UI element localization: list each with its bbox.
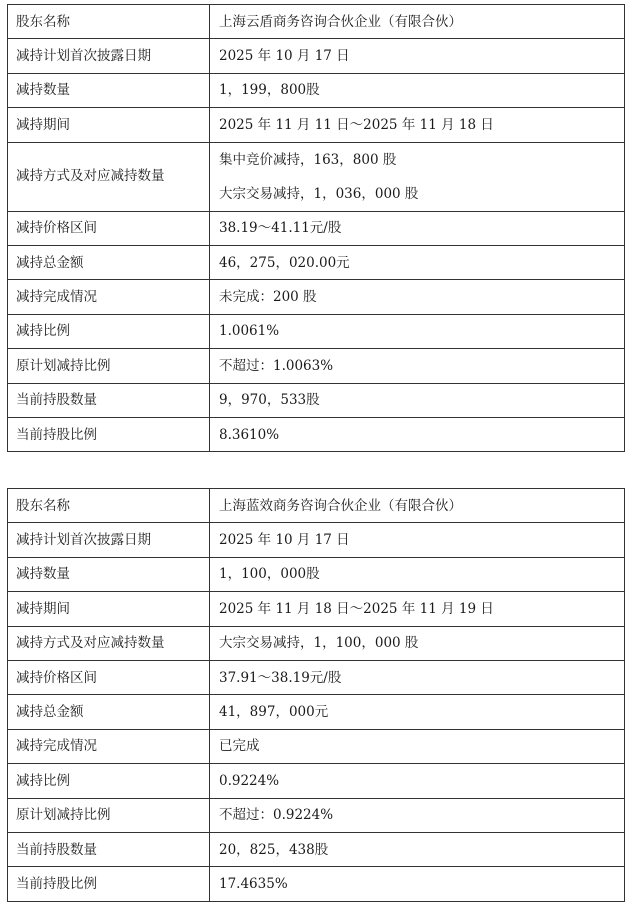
field-value: 1，100，000股 xyxy=(210,557,625,591)
table-row xyxy=(8,626,625,660)
field-label: 减持期间 xyxy=(8,592,210,626)
field-value: 未完成：200 股 xyxy=(210,280,625,314)
table-row xyxy=(8,5,625,39)
field-value: 上海云盾商务咨询合伙企业（有限合伙） xyxy=(210,5,625,39)
table-row xyxy=(8,729,625,763)
reduction-method-line: 大宗交易减持，1，036，000 股 xyxy=(219,185,419,202)
field-label: 减持比例 xyxy=(8,764,210,798)
shareholder-reduction-table-2 xyxy=(7,488,625,902)
field-value: 2025 年 10 月 17 日 xyxy=(210,39,625,73)
field-label: 减持总金额 xyxy=(8,695,210,729)
field-label: 减持方式及对应减持数量 xyxy=(8,626,210,660)
field-value: 0.9224% xyxy=(210,764,625,798)
table-row xyxy=(8,39,625,73)
field-label: 减持数量 xyxy=(8,557,210,591)
field-value: 38.19～41.11元/股 xyxy=(210,211,625,245)
field-value: 2025 年 11 月 11 日～2025 年 11 月 18 日 xyxy=(210,108,625,142)
field-value: 1，199，800股 xyxy=(210,73,625,107)
table-row xyxy=(8,417,625,451)
table-row xyxy=(8,489,625,523)
field-value: 已完成 xyxy=(210,729,625,763)
field-label: 当前持股数量 xyxy=(8,832,210,866)
table-row xyxy=(8,314,625,348)
table-row xyxy=(8,383,625,417)
field-value: 41，897，000元 xyxy=(210,695,625,729)
shareholder-reduction-table-1 xyxy=(7,4,625,452)
table-row xyxy=(8,73,625,107)
table-row xyxy=(8,523,625,557)
field-value: 大宗交易减持，1，100，000 股 xyxy=(210,626,625,660)
field-value: 37.91～38.19元/股 xyxy=(210,660,625,694)
field-label: 减持比例 xyxy=(8,314,210,348)
field-value: 2025 年 10 月 17 日 xyxy=(210,523,625,557)
table-row xyxy=(8,245,625,279)
field-label: 减持完成情况 xyxy=(8,280,210,314)
table-row xyxy=(8,764,625,798)
field-value: 17.4635% xyxy=(210,867,625,901)
table-row xyxy=(8,108,625,142)
field-value-multiline xyxy=(210,142,625,211)
field-value: 不超过：0.9224% xyxy=(210,798,625,832)
field-label: 原计划减持比例 xyxy=(8,798,210,832)
field-label: 当前持股数量 xyxy=(8,383,210,417)
field-label: 减持数量 xyxy=(8,73,210,107)
field-value: 不超过：1.0063% xyxy=(210,349,625,383)
field-label: 减持价格区间 xyxy=(8,211,210,245)
field-label: 当前持股比例 xyxy=(8,867,210,901)
table-row xyxy=(8,349,625,383)
field-value: 9，970，533股 xyxy=(210,383,625,417)
table-row xyxy=(8,142,625,211)
table-row xyxy=(8,557,625,591)
field-label: 股东名称 xyxy=(8,5,210,39)
reduction-method-line: 集中竞价减持，163，800 股 xyxy=(219,151,397,168)
field-label: 当前持股比例 xyxy=(8,417,210,451)
table-row xyxy=(8,832,625,866)
field-value: 上海蓝效商务咨询合伙企业（有限合伙） xyxy=(210,489,625,523)
field-value: 2025 年 11 月 18 日～2025 年 11 月 19 日 xyxy=(210,592,625,626)
field-label: 减持方式及对应减持数量 xyxy=(8,142,210,211)
field-value: 46，275，020.00元 xyxy=(210,245,625,279)
table-row xyxy=(8,695,625,729)
field-label: 减持计划首次披露日期 xyxy=(8,523,210,557)
field-label: 原计划减持比例 xyxy=(8,349,210,383)
table-row xyxy=(8,592,625,626)
table-row xyxy=(8,660,625,694)
field-label: 减持期间 xyxy=(8,108,210,142)
field-value: 20，825，438股 xyxy=(210,832,625,866)
field-value: 1.0061% xyxy=(210,314,625,348)
field-label: 减持完成情况 xyxy=(8,729,210,763)
table-row xyxy=(8,867,625,901)
field-label: 减持总金额 xyxy=(8,245,210,279)
table-row xyxy=(8,211,625,245)
field-label: 减持价格区间 xyxy=(8,660,210,694)
field-label: 股东名称 xyxy=(8,489,210,523)
table-row xyxy=(8,280,625,314)
field-label: 减持计划首次披露日期 xyxy=(8,39,210,73)
table-row xyxy=(8,798,625,832)
field-value: 8.3610% xyxy=(210,417,625,451)
